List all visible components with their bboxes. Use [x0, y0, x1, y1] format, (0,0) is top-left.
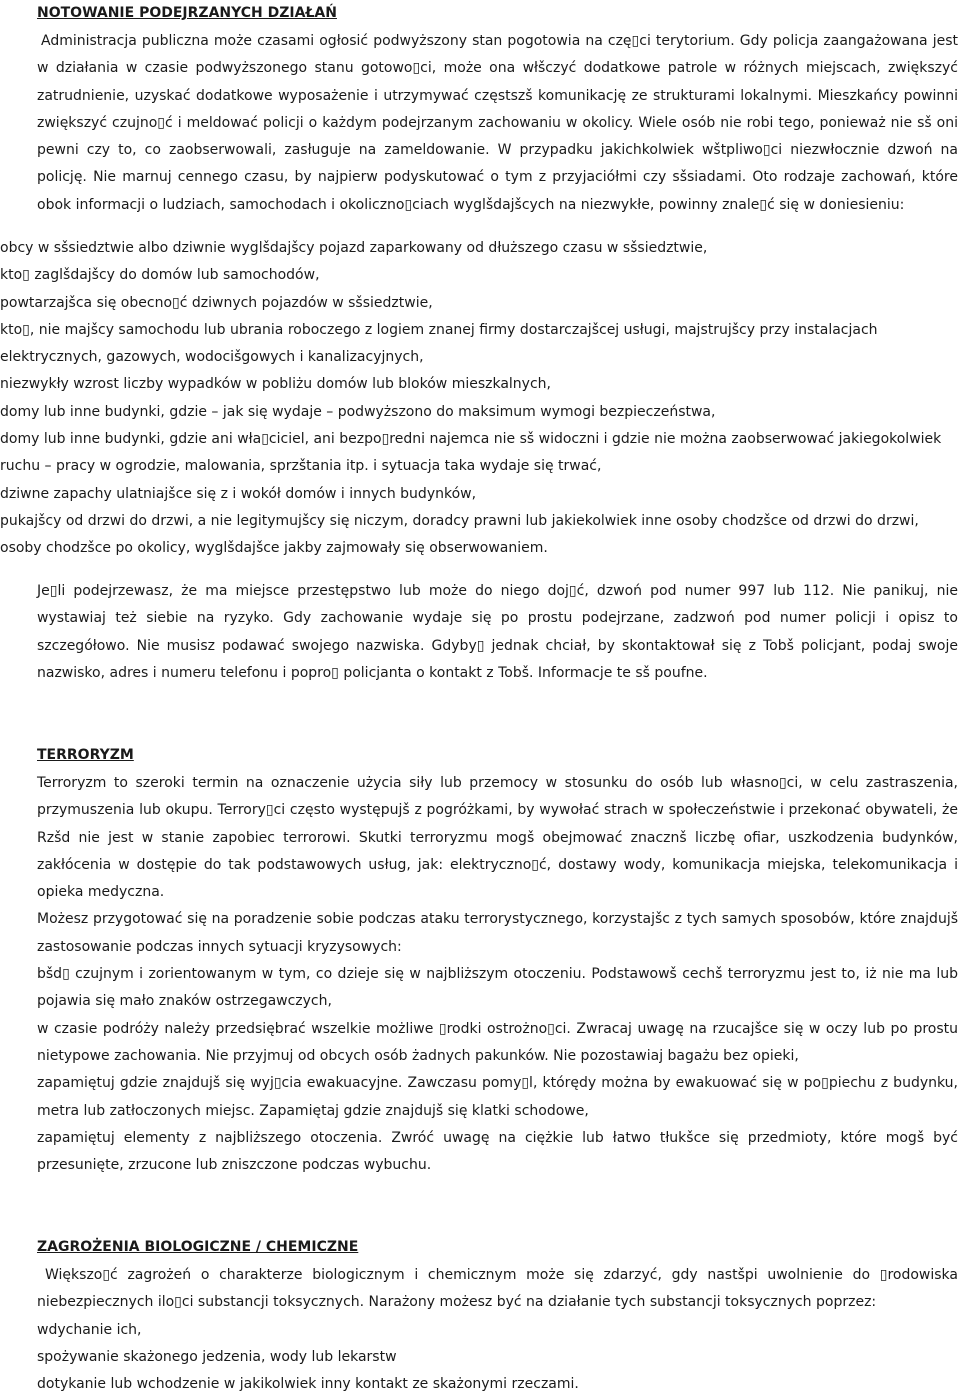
- list-item: kto▯ zaglšdajšcy do domów lub samochodów,: [0, 267, 320, 284]
- list-item: kto▯, nie majšcy samochodu lub ubrania roboczego z logiem znanej firmy dostarczajšcej usługi, majstrujšcy przy instalacjach elektrycznych, gazowych, wodocišgowych i kanalizacyjnych,: [0, 321, 878, 366]
- list-item: domy lub inne budynki, gdzie – jak się wydaje – podwyższono do maksimum wymogi bezpieczeństwa,: [0, 403, 716, 420]
- terrorism-advice-list: [37, 961, 958, 1179]
- list-item: dotykanie lub wchodzenie w jakikolwiek inny kontakt ze skażonymi rzeczami.: [37, 1376, 579, 1393]
- list-item: bšd▯ czujnym i zorientowanym w tym, co dzieje się w najbliższym otoczeniu. Podstawowš cechš terroryzmu jest to, iż nie ma lub pojawia się mało znaków ostrzegawczych,: [37, 966, 958, 1010]
- list-item: spożywanie skażonego jedzenia, wody lub lekarstw: [37, 1348, 397, 1365]
- section-heading-terrorism: TERRORYZM: [37, 747, 134, 763]
- section-suspicious-activity: [37, 3, 958, 219]
- terrorism-paragraph-2: Możesz przygotować się na poradzenie sobie podczas ataku terrorystycznego, korzystajšc z tych samych sposobów, które znajdujš zastosowanie podczas innych sytuacji kryzysowych:: [37, 911, 958, 955]
- list-item: obcy w sšsiedztwie albo dziwnie wyglšdajšcy pojazd zaparkowany od dłuższego czasu w sšsiedztwie,: [0, 240, 708, 256]
- list-item: w czasie podróży należy przedsiębrać wszelkie możliwe ▯rodki ostrożno▯ci. Zwracaj uwagę na rzucajšce się w oczy lub po prostu nietypowe zachowania. Nie przyjmuj od obcych osób żadnych pakunków. Nie pozostawiaj bagażu bez opieki,: [37, 1020, 958, 1064]
- section-heading-bio-chem: ZAGROŻENIA BIOLOGICZNE / CHEMICZNE: [37, 1239, 359, 1255]
- suspicious-behaviour-list: [0, 235, 950, 563]
- section-heading-suspicious-activity: NOTOWANIE PODEJRZANYCH DZIAŁAŃ: [37, 5, 337, 21]
- list-item: niezwykły wzrost liczby wypadków w pobliżu domów lub bloków mieszkalnych,: [0, 376, 551, 393]
- section-intro-paragraph: Administracja publiczna może czasami ogłosić podwyższony stan pogotowia na czę▯ci terytorium. Gdy policja zaangażowana jest w działania w czasie podwyższonego stanu gotowo▯ci, może ona włšczyć dodatkowe patrole w różnych miejscach, zwiększyć zatrudnienie, uzyskać dodatkowe wyposażenie i utrzymywać częstszš komunikację ze strukturami lokalnymi. Mieszkańcy powinni zwiększyć czujno▯ć i meldować policji o każdym podejrzanym zachowaniu w okolicy. Wiele osób nie robi tego, ponieważ nie sš oni pewni czy to, co zaobserwowali, zasługuje na zameldowanie. W przypadku jakichkolwiek wštpliwo▯ci niezwłocznie dzwoń na policję. Nie marnuj cennego czasu, by najpierw podyskutować o tym z przyjaciółmi czy sšsiadami. Oto rodzaje zachowań, które obok informacji o ludziach, samochodach i okoliczno▯ciach wyglšdajšcych na niezwykłe, powinny znale▯ć się w doniesieniu:: [37, 33, 958, 213]
- list-item: domy lub inne budynki, gdzie ani wła▯ciciel, ani bezpo▯redni najemca nie sš widoczni i gdzie nie można zaobserwować jakiegokolwiek ruchu – pracy w ogrodzie, malowania, sprzštania itp. i sytuacja taka wydaje się trwać,: [0, 431, 942, 475]
- list-item: zapamiętuj gdzie znajdujš się wyj▯cia ewakuacyjne. Zawczasu pomy▯l, którędy można by ewakuować się w po▯piechu z budynku, metra lub zatłoczonych miejsc. Zapamiętaj gdzie znajdujš się klatki schodowe,: [37, 1075, 958, 1119]
- section-terrorism: [37, 745, 958, 1179]
- list-item: wdychanie ich,: [37, 1321, 142, 1338]
- list-item: osoby chodzšce po okolicy, wyglšdajšce jakby zajmowały się obserwowaniem.: [0, 540, 548, 557]
- closing-paragraph: Je▯li podejrzewasz, że ma miejsce przestępstwo lub może do niego doj▯ć, dzwoń pod numer 997 lub 112. Nie panikuj, nie wystawiaj też siebie na ryzyko. Gdy zachowanie wydaje się po prostu podejrzane, zadzwoń pod numer policji i opisz to szczegółowo. Nie musisz podawać swojego nazwiska. Gdyby▯ jednak chciał, by skontaktował się z Tobš policjant, podaj swoje nazwisko, adres i numeru telefonu i popro▯ policjanta o kontakt z Tobš. Informacje te sš poufne.: [37, 583, 958, 681]
- list-item: pukajšcy od drzwi do drzwi, a nie legitymujšcy się niczym, doradcy prawni lub jakiekolwiek inne osoby chodzšce od drzwi do drzwi,: [0, 512, 919, 529]
- list-item: zapamiętuj elementy z najbliższego otoczenia. Zwróć uwagę na ciężkie lub łatwo tłukšce się przedmioty, które mogš być przesunięte, zrzucone lub zniszczone podczas wybuchu.: [37, 1129, 958, 1174]
- bio-chem-paragraph: Większo▯ć zagrożeń o charakterze biologicznym i chemicznym może się zdarzyć, gdy nastšpi uwolnienie do ▯rodowiska niebezpiecznych ilo▯ci substancji toksycznych. Narażony możesz być na działanie tych substancji toksycznych poprzez:: [37, 1267, 958, 1311]
- section-bio-chem-threats: [37, 1237, 958, 1398]
- list-item: powtarzajšca się obecno▯ć dziwnych pojazdów w sšsiedztwie,: [0, 294, 433, 311]
- exposure-routes-list: [37, 1317, 958, 1398]
- section-closing: [37, 578, 958, 687]
- terrorism-paragraph-1: Terroryzm to szeroki termin na oznaczenie użycia siły lub przemocy w stosunku do osób lub własno▯ci, w celu zastraszenia, przymuszenia lub okupu. Terrory▯ci często występujš z pogróżkami, by wywołać strach w społeczeństwie i przekonać obywateli, że Rzšd nie jest w stanie zapobiec terrorowi. Skutki terroryzmu mogš obejmować znacznš liczbę ofiar, uszkodzenia budynków, zakłócenia w dostępie do tak podstawowych usług, jak: elektryczno▯ć, dostawy wody, komunikacja miejska, telekomunikacja i opieka medyczna.: [37, 775, 958, 901]
- list-item: dziwne zapachy ulatniajšce się z i wokół domów i innych budynków,: [0, 485, 477, 502]
